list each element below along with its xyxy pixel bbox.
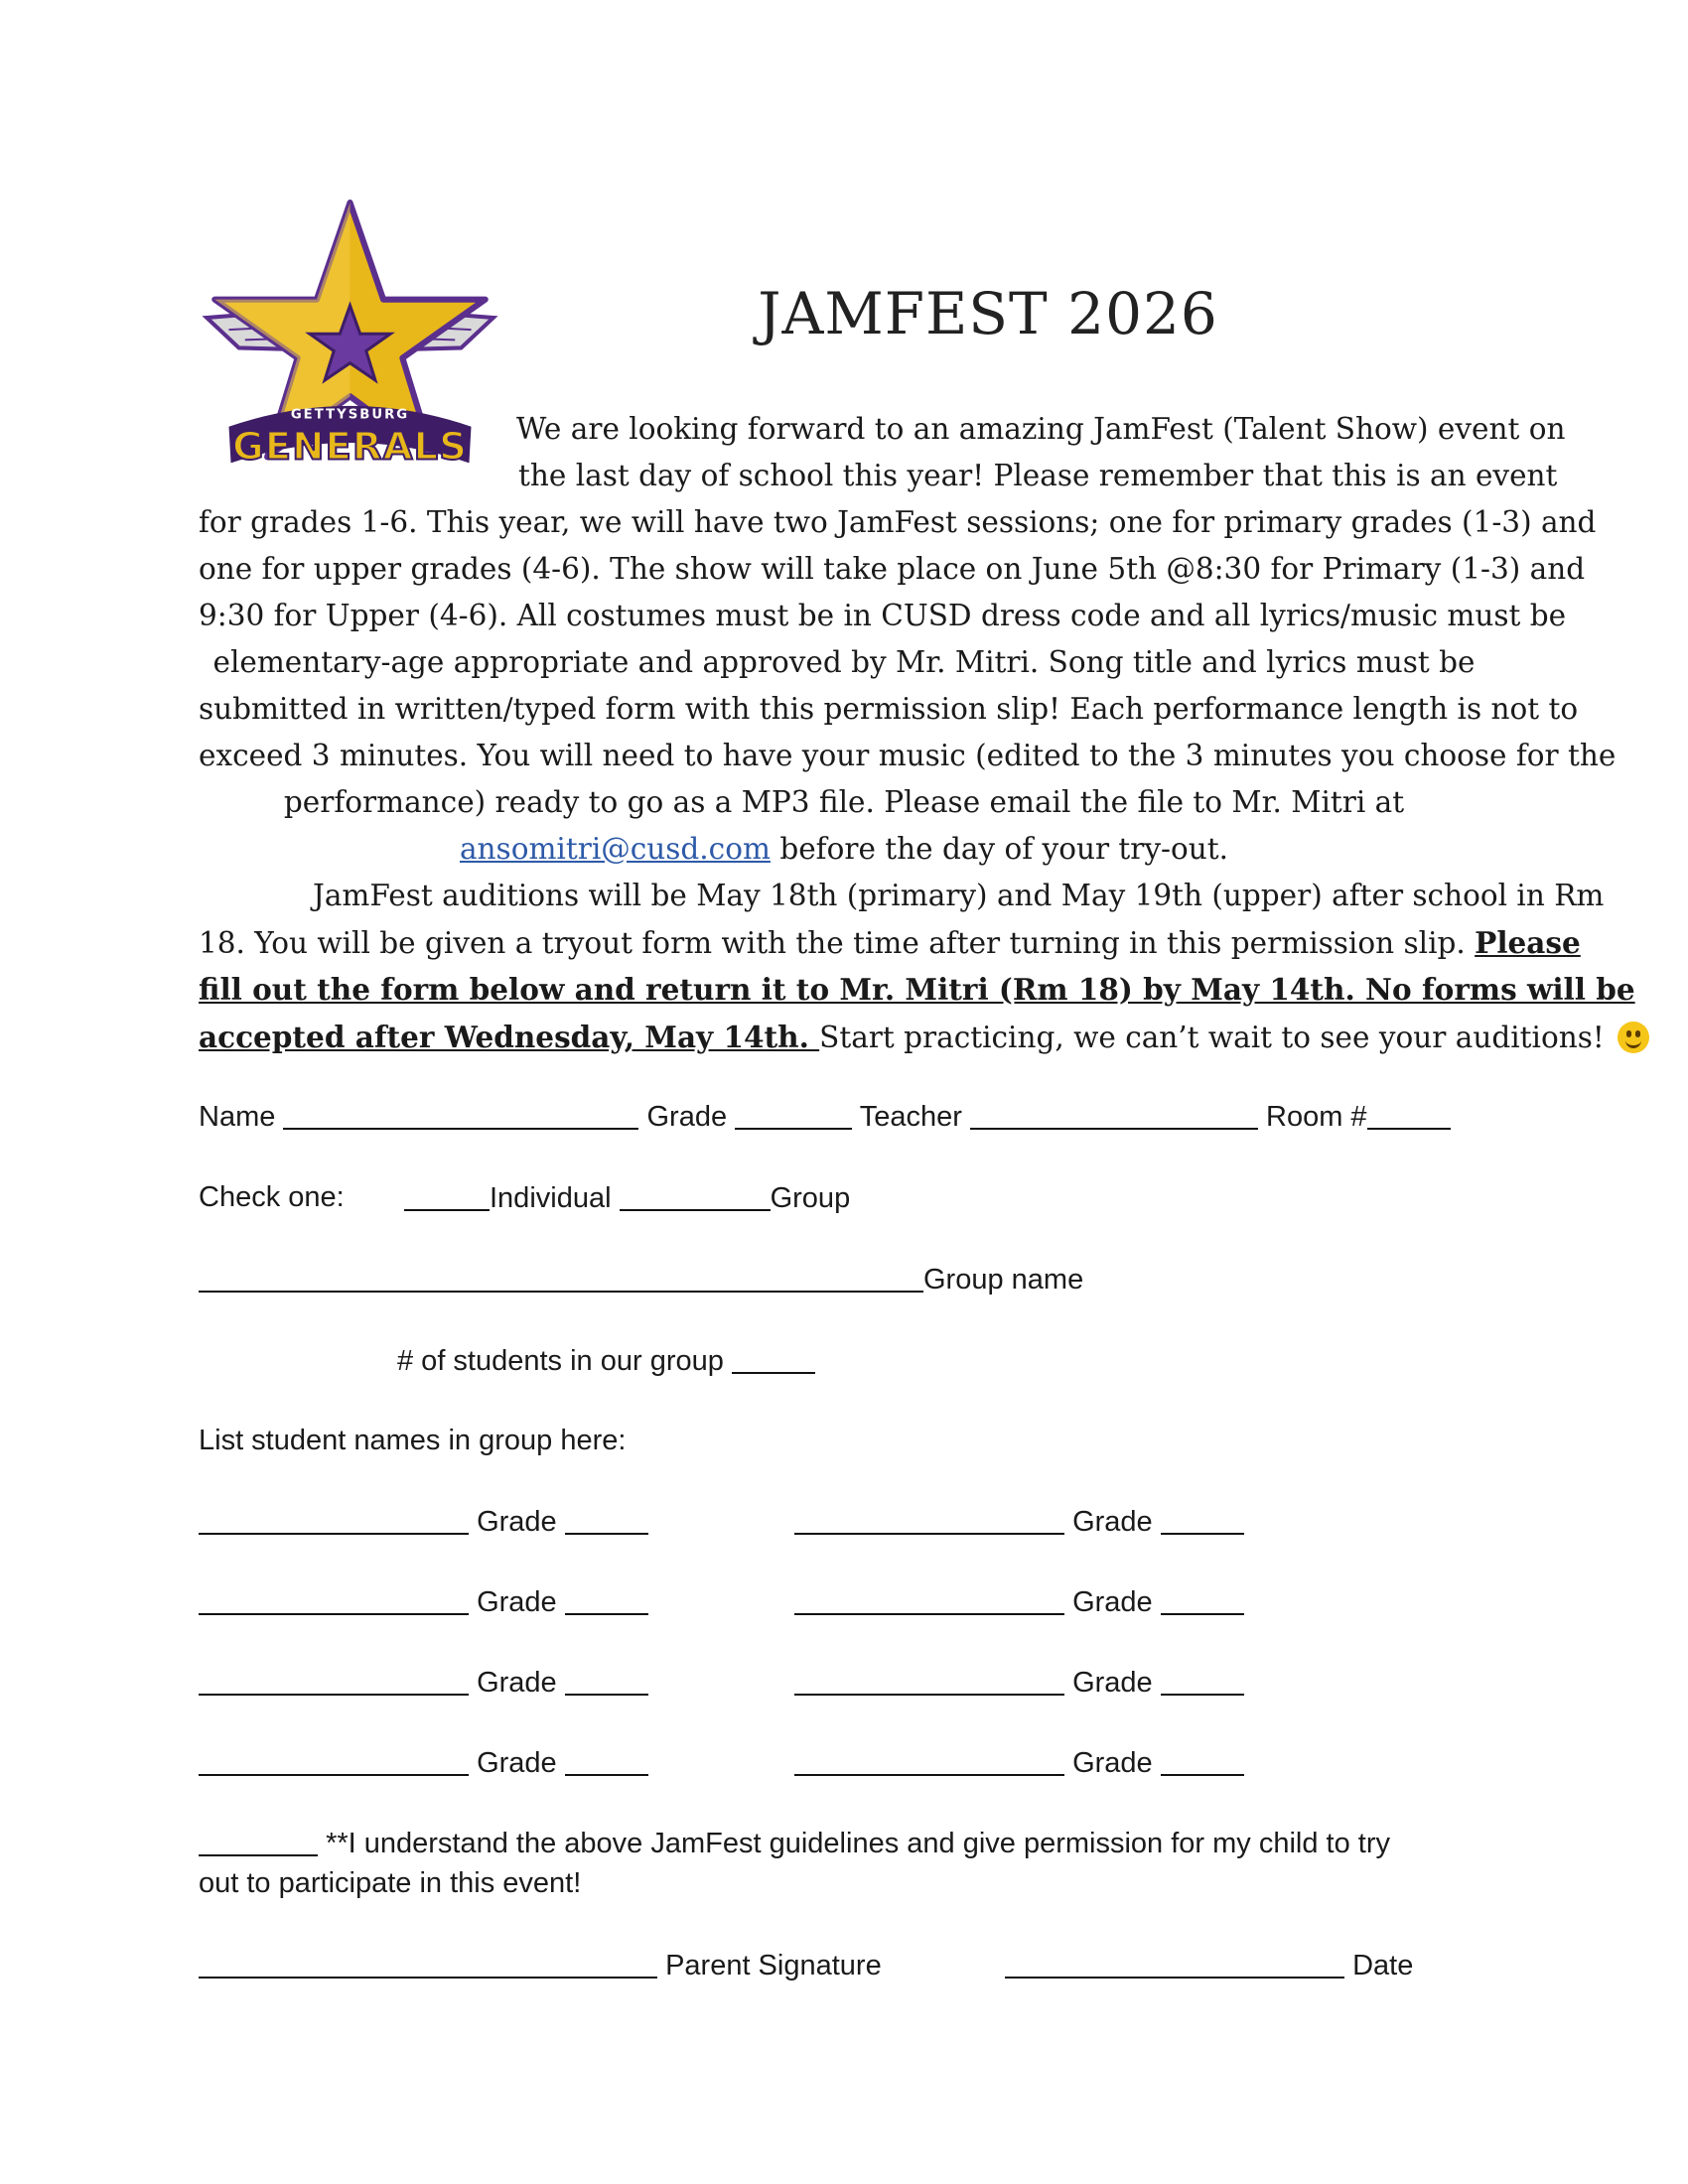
- check-one-label: Check one:: [199, 1181, 345, 1213]
- group-name-row: [199, 1265, 1083, 1295]
- group-name-label: Group name: [923, 1264, 1084, 1296]
- student-row: [794, 1587, 1244, 1617]
- parent-signature-field[interactable]: [199, 1951, 657, 1979]
- num-students-label: # of students in our group: [397, 1345, 724, 1377]
- page-title: JAMFEST 2026: [758, 280, 1218, 347]
- intro-line-2: the last day of school this year! Please remember that this is an event: [518, 459, 1558, 492]
- student-grade-label: Grade: [477, 1667, 557, 1699]
- intro-line-10: [199, 832, 1489, 866]
- student-name-field[interactable]: [199, 1748, 469, 1776]
- room-field[interactable]: [1367, 1102, 1451, 1130]
- group-label: Group: [770, 1182, 851, 1214]
- generals-star-logo: [199, 199, 501, 501]
- num-students-field[interactable]: [732, 1346, 815, 1374]
- auditions-line-2-text: 18. You will be given a tryout form with the time after turning in this permission slip.: [199, 926, 1476, 960]
- logo-team-name: GENERALS: [232, 424, 468, 470]
- student-grade-label: Grade: [477, 1747, 557, 1779]
- auditions-line-2: [199, 925, 1581, 960]
- student-grade-field[interactable]: [565, 1668, 648, 1696]
- individual-label: Individual: [490, 1182, 612, 1214]
- name-label: Name: [199, 1101, 276, 1133]
- student-grade-field[interactable]: [565, 1507, 648, 1535]
- student-grade-label: Grade: [1072, 1667, 1153, 1699]
- student-row: [794, 1668, 1244, 1698]
- student-row: [794, 1507, 1244, 1537]
- intro-line-1: We are looking forward to an amazing JamFest (Talent Show) event on: [516, 412, 1566, 446]
- student-name-field[interactable]: [794, 1587, 1064, 1615]
- individual-checkbox[interactable]: [404, 1183, 490, 1211]
- student-grade-label: Grade: [477, 1586, 557, 1618]
- student-name-field[interactable]: [794, 1507, 1064, 1535]
- permission-text-2: out to participate in this event!: [199, 1867, 582, 1899]
- student-name-field[interactable]: [199, 1668, 469, 1696]
- permission-line-1: [199, 1829, 1390, 1858]
- name-field[interactable]: [283, 1102, 638, 1130]
- list-names-label: List student names in group here:: [199, 1425, 627, 1456]
- student-name-field[interactable]: [794, 1668, 1064, 1696]
- date-field[interactable]: [1005, 1951, 1344, 1979]
- intro-line-3: for grades 1-6. This year, we will have two JamFest sessions; one for primary grades (1-3) and: [199, 505, 1597, 539]
- email-link[interactable]: ansomitri@cusd.com: [459, 832, 771, 866]
- student-grade-field[interactable]: [1161, 1668, 1244, 1696]
- permission-initials-field[interactable]: [199, 1829, 318, 1856]
- student-info-row: [199, 1102, 1451, 1132]
- intro-line-7: submitted in written/typed form with this permission slip! Each performance length is not to: [199, 692, 1579, 726]
- intro-line-5: 9:30 for Upper (4-6). All costumes must be in CUSD dress code and all lyrics/music must be: [199, 599, 1567, 632]
- intro-line-10-text: before the day of your try-out.: [770, 832, 1229, 866]
- room-label: Room #: [1266, 1101, 1367, 1133]
- date-label: Date: [1352, 1950, 1414, 1981]
- intro-line-8: exceed 3 minutes. You will need to have your music (edited to the 3 minutes you choose for the: [199, 739, 1617, 772]
- group-name-field[interactable]: [199, 1265, 923, 1293]
- student-grade-field[interactable]: [1161, 1507, 1244, 1535]
- student-name-field[interactable]: [199, 1587, 469, 1615]
- intro-line-9: performance) ready to go as a MP3 file. Please email the file to Mr. Mitri at: [283, 785, 1405, 819]
- group-checkbox[interactable]: [620, 1183, 771, 1211]
- student-grade-field[interactable]: [565, 1748, 648, 1776]
- student-row: [199, 1587, 648, 1617]
- num-students-row: [397, 1346, 815, 1376]
- student-row: [199, 1748, 648, 1778]
- intro-line-4: one for upper grades (4-6). The show will take place on June 5th @8:30 for Primary (1-3) and: [199, 552, 1586, 586]
- student-grade-label: Grade: [1072, 1747, 1153, 1779]
- deadline-emphasis-start: Please: [1475, 925, 1581, 960]
- participation-type-row: [404, 1183, 850, 1213]
- auditions-line-4-text: Start practicing, we can’t wait to see your auditions!: [819, 1021, 1605, 1054]
- teacher-field[interactable]: [970, 1102, 1258, 1130]
- signature-row: [199, 1951, 882, 1980]
- student-row: [794, 1748, 1244, 1778]
- student-row: [199, 1668, 648, 1698]
- student-grade-field[interactable]: [1161, 1748, 1244, 1776]
- smiley-face-icon: [1618, 1022, 1649, 1053]
- student-row: [199, 1507, 648, 1537]
- student-name-field[interactable]: [199, 1507, 469, 1535]
- student-grade-label: Grade: [1072, 1506, 1153, 1538]
- grade-label: Grade: [646, 1101, 728, 1133]
- student-grade-label: Grade: [477, 1506, 557, 1538]
- student-grade-field[interactable]: [1161, 1587, 1244, 1615]
- student-name-field[interactable]: [794, 1748, 1064, 1776]
- date-row: [1005, 1951, 1413, 1980]
- parent-signature-label: Parent Signature: [665, 1950, 882, 1981]
- deadline-emphasis-end: accepted after Wednesday, May 14th.: [199, 1020, 820, 1054]
- logo-arc-text: GETTYSBURG: [290, 407, 410, 423]
- student-grade-field[interactable]: [565, 1587, 648, 1615]
- grade-field[interactable]: [735, 1102, 852, 1130]
- auditions-line-1: JamFest auditions will be May 18th (primary) and May 19th (upper) after school in Rm: [313, 879, 1605, 912]
- intro-line-6: elementary-age appropriate and approved by Mr. Mitri. Song title and lyrics must be: [212, 645, 1476, 679]
- permission-text-1: **I understand the above JamFest guidelines and give permission for my child to try: [326, 1828, 1391, 1859]
- auditions-line-4: [199, 1020, 1605, 1054]
- student-grade-label: Grade: [1072, 1586, 1153, 1618]
- auditions-line-3: fill out the form below and return it to Mr. Mitri (Rm 18) by May 14th. No forms will be: [199, 972, 1635, 1007]
- teacher-label: Teacher: [859, 1101, 962, 1133]
